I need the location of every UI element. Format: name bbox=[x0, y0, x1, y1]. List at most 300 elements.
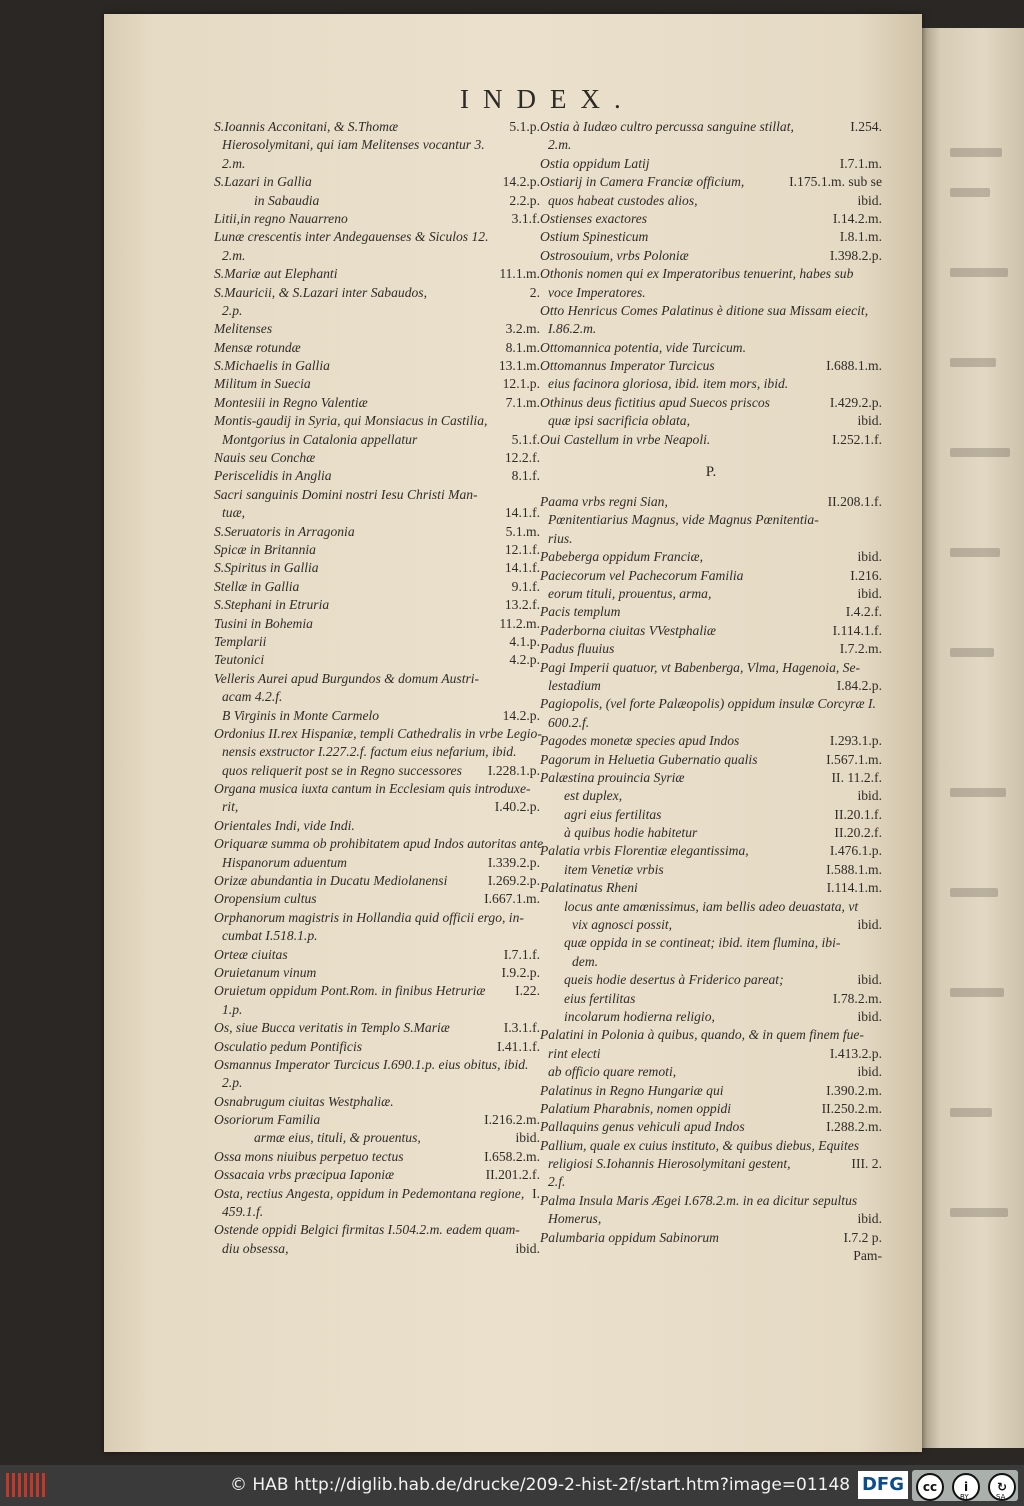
index-entry bbox=[214, 339, 540, 357]
index-entry-reference: I.667.1.m. bbox=[484, 891, 540, 907]
index-entry-reference: I.14.2.m. bbox=[832, 210, 882, 226]
index-entry-text: 2.f. bbox=[548, 1174, 566, 1190]
index-entry-text: Tusini in Bohemia bbox=[214, 615, 313, 631]
index-entry-text: Militum in Suecia bbox=[214, 376, 311, 392]
index-entry-reference: I.216.2.m. bbox=[484, 1112, 540, 1128]
index-entry-reference: I.84.2.p. bbox=[836, 677, 882, 693]
index-entry-text: Hispanorum aduentum bbox=[222, 854, 347, 870]
index-entry-text: Stellæ in Gallia bbox=[214, 578, 300, 594]
index-entry-text: Pagiopolis, (vel forte Palæopolis) oppidum insulæ Corcyræ I. bbox=[540, 696, 876, 712]
index-entry-text: eius facinora gloriosa, ibid. item mors, ibid. bbox=[548, 376, 789, 392]
index-entry-text: locus ante amœnissimus, iam bellis adeo deuastata, vt bbox=[564, 898, 859, 914]
index-entry bbox=[540, 247, 882, 265]
index-entry bbox=[540, 284, 882, 302]
index-entry bbox=[540, 879, 882, 897]
index-entry bbox=[540, 1082, 882, 1100]
index-entry-text: à quibus hodie habitetur bbox=[564, 825, 698, 841]
index-entry bbox=[214, 284, 540, 302]
index-entry bbox=[214, 449, 540, 467]
index-entry-reference: II.208.1.f. bbox=[827, 494, 882, 510]
index-entry-text: Ostia à Iudæo cultro percussa sanguine stillat, bbox=[540, 119, 794, 134]
index-entry-reference: 13.1.m. bbox=[498, 358, 540, 374]
index-entry-text: Osoriorum Familia bbox=[214, 1112, 321, 1128]
index-entry-text: Palumbaria oppidum Sabinorum bbox=[540, 1229, 719, 1245]
index-entry-text: Palæstina prouincia Syriæ bbox=[540, 769, 685, 785]
index-entry-text: Ottomannica potentia, vide Turcicum. bbox=[540, 339, 747, 355]
index-entry-text: S.Mariæ aut Elephanti bbox=[214, 266, 338, 282]
cc-label-sa: SA bbox=[996, 1493, 1006, 1501]
cc-label-by: BY bbox=[960, 1493, 969, 1501]
index-entry-text: Osnabrugum ciuitas Westphaliæ. bbox=[214, 1093, 394, 1109]
index-entry-text: Paciecorum vel Pachecorum Familia bbox=[540, 567, 744, 583]
index-entry-text: quæ oppida in se contineat; ibid. item flumina, ibi- bbox=[564, 935, 841, 951]
index-entry bbox=[540, 530, 882, 548]
index-entry-text: Ostiarij in Camera Franciæ officium, bbox=[540, 174, 745, 190]
index-entry-text: rius. bbox=[548, 530, 573, 546]
index-entry bbox=[214, 946, 540, 964]
index-entry bbox=[540, 320, 882, 338]
index-entry-text: Palma Insula Maris Ægei I.678.2.m. in ea dicitur sepultus bbox=[540, 1192, 858, 1208]
index-entry-reference: 7.1.m. bbox=[505, 394, 540, 410]
index-entry-text: Pagi Imperii quatuor, vt Babenberga, Vlma, Hagenoia, Se- bbox=[540, 659, 861, 675]
page-header: INDEX. bbox=[460, 84, 635, 114]
index-entry bbox=[540, 990, 882, 1008]
index-entry-text: Teutonici bbox=[214, 652, 265, 668]
index-entry bbox=[540, 567, 882, 585]
index-entry bbox=[540, 603, 882, 621]
index-entry-text: Lunæ crescentis inter Andegauenses & Siculos 12. bbox=[214, 229, 489, 245]
index-column-right bbox=[540, 118, 882, 1265]
index-entry-reference: II.201.2.f. bbox=[485, 1167, 540, 1183]
index-entry bbox=[214, 192, 540, 210]
index-entry-text: Paama vrbs regni Sian, bbox=[540, 494, 668, 510]
index-entry bbox=[540, 192, 882, 210]
index-entry-reference: 14.2.p. bbox=[502, 707, 540, 723]
index-entry bbox=[540, 1210, 882, 1228]
index-entry-text: Periscelidis in Anglia bbox=[214, 468, 332, 484]
index-entry-text: Oruietanum vinum bbox=[214, 964, 317, 980]
index-entry-text: 1.p. bbox=[222, 1001, 243, 1017]
index-entry bbox=[214, 431, 540, 449]
adjacent-page-edge bbox=[922, 28, 1024, 1448]
index-entry-text: voce Imperatores. bbox=[548, 284, 646, 300]
index-entry-text: Pabeberga oppidum Franciæ, bbox=[540, 549, 703, 565]
index-entry-reference: I.413.2.p. bbox=[829, 1045, 882, 1061]
index-entry bbox=[540, 118, 882, 136]
index-entry bbox=[540, 265, 882, 283]
index-entry bbox=[214, 173, 540, 191]
index-entry-reference: 9.1.f. bbox=[511, 578, 540, 594]
cc-license-badge[interactable] bbox=[912, 1470, 1018, 1501]
index-entry-reference: 13.2.f. bbox=[504, 597, 540, 613]
index-entry-text: agri eius fertilitas bbox=[564, 806, 662, 822]
index-entry bbox=[214, 1185, 540, 1203]
index-entry-text: Ordonius II.rex Hispaniæ, templi Cathedralis in vrbe Legio- bbox=[214, 725, 542, 741]
index-entry-reference: I.252.1.f. bbox=[832, 431, 882, 447]
index-entry-reference: I.3.1.f. bbox=[503, 1020, 540, 1036]
index-entry-reference: 11.1.m. bbox=[499, 266, 540, 282]
index-entry-reference: II.250.2.m. bbox=[821, 1100, 882, 1116]
index-entry bbox=[540, 493, 882, 511]
index-entry bbox=[214, 1074, 540, 1092]
index-entry-text: Pacis templum bbox=[540, 604, 621, 620]
index-entry bbox=[214, 155, 540, 173]
index-entry bbox=[214, 210, 540, 228]
index-entry-text: Othonis nomen qui ex Imperatoribus tenuerint, habes sub bbox=[540, 266, 854, 282]
index-entry-text: Templarii bbox=[214, 633, 267, 649]
index-entry bbox=[214, 265, 540, 283]
index-entry-text: Palatinus in Regno Hungariæ qui bbox=[540, 1082, 724, 1098]
index-entry-text: Pœnitentiarius Magnus, vide Magnus Pœnitentia- bbox=[548, 512, 819, 528]
index-entry bbox=[540, 228, 882, 246]
index-entry-reference: ibid. bbox=[857, 972, 882, 988]
index-entry bbox=[540, 787, 882, 805]
index-entry bbox=[214, 1019, 540, 1037]
index-entry bbox=[214, 596, 540, 614]
index-entry-reference: 12.2.f. bbox=[504, 450, 540, 466]
index-entry-reference: 2. bbox=[529, 284, 540, 300]
index-entry bbox=[540, 806, 882, 824]
index-entry bbox=[540, 339, 882, 357]
index-entry-text: Nauis seu Conchæ bbox=[214, 450, 316, 466]
index-entry-text: 2.p. bbox=[222, 302, 243, 318]
index-column-left bbox=[214, 118, 544, 1258]
index-entry-reference: I.216. bbox=[850, 567, 882, 583]
index-entry-text: I.86.2.m. bbox=[548, 321, 597, 337]
hab-logo[interactable] bbox=[6, 1473, 46, 1497]
index-entry bbox=[214, 909, 540, 927]
index-entry bbox=[540, 1008, 882, 1026]
index-entry bbox=[540, 861, 882, 879]
index-entry bbox=[540, 953, 882, 971]
index-entry-text: cumbat I.518.1.p. bbox=[222, 928, 318, 944]
index-entry bbox=[540, 1137, 882, 1155]
index-entry-reference: I.228.1.p. bbox=[487, 762, 540, 778]
index-entry-reference: 14.1.f. bbox=[504, 560, 540, 576]
index-entry bbox=[214, 1240, 540, 1258]
index-entry-reference: 2.2.p. bbox=[509, 192, 540, 208]
index-entry bbox=[214, 725, 540, 743]
index-entry-reference: ibid. bbox=[515, 1240, 540, 1256]
index-entry bbox=[540, 173, 882, 191]
index-entry-text: Oriquaræ summa ob prohibitatem apud Indos autoritas ante bbox=[214, 836, 544, 852]
index-entry-reference: I.398.2.p. bbox=[829, 247, 882, 263]
index-entry bbox=[214, 118, 540, 136]
index-entry bbox=[540, 155, 882, 173]
index-entry-text: Pallium, quale ex cuius instituto, & quibus diebus, Equites bbox=[540, 1137, 860, 1153]
index-entry-reference: 3.1.f. bbox=[511, 210, 540, 226]
index-entry-text: incolarum hodierna religio, bbox=[564, 1008, 715, 1024]
index-entry-reference: ibid. bbox=[857, 788, 882, 804]
index-entry-text: Ossa mons niuibus perpetuo tectus bbox=[214, 1148, 404, 1164]
index-entry-text: Ostienses exactores bbox=[540, 210, 648, 226]
index-entry-text: Palatia vrbis Florentiæ elegantissima, bbox=[540, 843, 749, 859]
index-entry-text: Palatini in Polonia à quibus, quando, & in quem finem fue- bbox=[540, 1027, 864, 1043]
index-entry bbox=[540, 842, 882, 860]
index-entry bbox=[540, 824, 882, 842]
index-entry-reference: I.78.2.m. bbox=[832, 990, 882, 1006]
index-entry-text: armæ eius, tituli, & prouentus, bbox=[254, 1130, 421, 1146]
index-entry bbox=[540, 431, 882, 449]
index-entry bbox=[214, 651, 540, 669]
index-entry bbox=[540, 916, 882, 934]
index-entry-text: Palatium Pharabnis, nomen oppidi bbox=[540, 1100, 732, 1116]
index-entry-reference: I.7.1.f. bbox=[503, 946, 540, 962]
index-entry bbox=[214, 136, 540, 154]
index-entry bbox=[214, 247, 540, 265]
index-entry-text: Pagodes monetæ species apud Indos bbox=[540, 733, 740, 749]
index-entry-reference: I.588.1.m. bbox=[826, 861, 882, 877]
index-entry-text: S.Mauricii, & S.Lazari inter Sabaudos, bbox=[214, 284, 427, 300]
index-entry-text: rint electi bbox=[548, 1045, 601, 1061]
index-entry bbox=[540, 695, 882, 713]
index-entry-reference: ibid. bbox=[515, 1130, 540, 1146]
index-entry-text: Litii,in regno Nauarreno bbox=[214, 210, 348, 226]
index-entry-reference: 8.1.m. bbox=[505, 339, 540, 355]
index-entry bbox=[540, 1247, 882, 1265]
index-entry bbox=[540, 640, 882, 658]
index-entry bbox=[214, 927, 540, 945]
index-entry-text: Mensæ rotundæ bbox=[214, 339, 301, 355]
index-entry bbox=[214, 523, 540, 541]
index-entry-reference: 4.2.p. bbox=[509, 652, 540, 668]
index-entry bbox=[540, 898, 882, 916]
index-entry-text: Sacri sanguinis Domini nostri Iesu Christi Man- bbox=[214, 486, 478, 502]
index-entry bbox=[214, 1001, 540, 1019]
index-entry-text: dem. bbox=[572, 953, 599, 969]
index-entry-text: rit, bbox=[222, 799, 239, 815]
index-entry bbox=[214, 486, 540, 504]
index-entry-text: Paderborna ciuitas VVestphaliæ bbox=[540, 622, 716, 638]
index-entry-text: Melitenses bbox=[214, 321, 273, 337]
index-entry-reference: I.41.1.f. bbox=[496, 1038, 540, 1054]
index-entry-text: S.Seruatoris in Arragonia bbox=[214, 523, 355, 539]
index-entry-text: 2.p. bbox=[222, 1075, 243, 1091]
index-entry bbox=[214, 357, 540, 375]
index-entry bbox=[540, 375, 882, 393]
index-entry-text: 459.1.f. bbox=[222, 1204, 264, 1220]
index-entry-text: S.Spiritus in Gallia bbox=[214, 560, 319, 576]
index-entry bbox=[214, 412, 540, 430]
index-entry-reference: ibid. bbox=[857, 1008, 882, 1024]
index-entry bbox=[214, 890, 540, 908]
index-entry-reference: ibid. bbox=[857, 192, 882, 208]
index-entry-text: Pallaquins genus vehiculi apud Indos bbox=[540, 1119, 745, 1135]
index-entry bbox=[540, 548, 882, 566]
index-entry bbox=[540, 511, 882, 529]
index-entry-reference: 11.2.m. bbox=[499, 615, 540, 631]
index-entry-text: Montis-gaudij in Syria, qui Monsiacus in Castilia, bbox=[214, 413, 488, 429]
index-entry-text: Orteæ ciuitas bbox=[214, 946, 288, 962]
index-entry-text: quos reliquerit post se in Regno successores bbox=[222, 762, 462, 778]
index-entry bbox=[540, 357, 882, 375]
index-entry-text: Homerus, bbox=[548, 1211, 602, 1227]
index-entry-text: Orphanorum magistris in Hollandia quid officii ergo, in- bbox=[214, 909, 524, 925]
index-entry bbox=[214, 1203, 540, 1221]
index-entry bbox=[540, 394, 882, 412]
index-entry bbox=[214, 1056, 540, 1074]
index-entry-reference: 5.1.p. bbox=[509, 119, 540, 134]
index-entry-reference: I.7.2.m. bbox=[839, 641, 882, 657]
section-letter: P. bbox=[705, 464, 717, 481]
index-entry bbox=[540, 622, 882, 640]
index-entry-text: Palatinatus Rheni bbox=[540, 880, 638, 896]
index-entry bbox=[214, 688, 540, 706]
index-entry bbox=[540, 1173, 882, 1191]
index-entry-reference: I.293.1.p. bbox=[829, 733, 882, 749]
index-entry bbox=[214, 615, 540, 633]
index-entry-text: acam 4.2.f. bbox=[222, 689, 283, 705]
index-entry bbox=[214, 1148, 540, 1166]
index-entry-reference: 14.1.f. bbox=[504, 505, 540, 521]
index-entry bbox=[540, 1229, 882, 1247]
index-entry bbox=[214, 1111, 540, 1129]
index-entry-text: Oruietum oppidum Pont.Rom. in finibus Hetruriæ bbox=[214, 983, 486, 999]
index-entry bbox=[540, 971, 882, 989]
index-entry-text: in Sabaudia bbox=[254, 192, 320, 208]
index-entry bbox=[214, 964, 540, 982]
index-entry-text: Osculatio pedum Pontificis bbox=[214, 1038, 363, 1054]
index-entry-text: Hierosolymitani, qui iam Melitenses vocantur 3. bbox=[222, 137, 485, 153]
index-entry bbox=[540, 136, 882, 154]
index-entry-text: vix agnosci possit, bbox=[572, 917, 673, 933]
sa-icon: ↻ bbox=[988, 1473, 1016, 1501]
index-entry-reference: ibid. bbox=[857, 1064, 882, 1080]
index-entry bbox=[540, 677, 882, 695]
index-entry-reference: 12.1.p. bbox=[502, 376, 540, 392]
index-entry-text: Spicæ in Britannia bbox=[214, 541, 316, 557]
index-entry-text: Ossacaia vrbs præcipua Iaponiæ bbox=[214, 1167, 395, 1183]
index-entry bbox=[214, 320, 540, 338]
index-entry-reference: ibid. bbox=[857, 413, 882, 429]
index-entry-reference: I.9.2.p. bbox=[501, 964, 540, 980]
index-entry-text: Othinus deus fictitius apud Suecos priscos bbox=[540, 394, 770, 410]
index-entry bbox=[540, 1192, 882, 1210]
index-entry-reference: I.175.1.m. sub se bbox=[789, 174, 882, 190]
index-entry-reference: 5.1.f. bbox=[511, 431, 540, 447]
index-entry bbox=[214, 504, 540, 522]
index-entry-reference: I.114.1.f. bbox=[832, 622, 882, 638]
index-entry bbox=[540, 585, 882, 603]
index-entry-text: Organa musica iuxta cantum in Ecclesiam quis introduxe- bbox=[214, 781, 531, 797]
index-entry-reference: I. bbox=[532, 1185, 540, 1201]
index-entry-text: 2.m. bbox=[548, 137, 572, 153]
index-entry-reference: I.8.1.m. bbox=[839, 229, 882, 245]
cc-icon: cc bbox=[916, 1473, 944, 1501]
index-entry-text: S.Ioannis Acconitani, & S.Thomæ bbox=[214, 119, 399, 134]
index-entry-reference: I.288.2.m. bbox=[826, 1119, 882, 1135]
dfg-logo[interactable]: DFG bbox=[858, 1471, 908, 1499]
index-entry bbox=[214, 762, 540, 780]
index-entry-reference: 12.1.f. bbox=[504, 541, 540, 557]
index-entry-reference: ibid. bbox=[857, 917, 882, 933]
index-entry-text: S.Stephani in Etruria bbox=[214, 597, 330, 613]
index-entry-reference: 5.1.m. bbox=[505, 523, 540, 539]
index-entry bbox=[540, 732, 882, 750]
index-entry-text: Orientales Indi, vide Indi. bbox=[214, 817, 355, 833]
index-entry-text: ab officio quare remoti, bbox=[548, 1064, 677, 1080]
index-entry bbox=[540, 412, 882, 430]
index-entry-text: Ottomannus Imperator Turcicus bbox=[540, 358, 715, 374]
index-entry bbox=[214, 817, 540, 835]
index-entry-text: Osta, rectius Angesta, oppidum in Pedemontana regione, bbox=[214, 1185, 525, 1201]
index-entry-reference: I.7.1.m. bbox=[839, 155, 882, 171]
index-entry-text: Ostende oppidi Belgici firmitas I.504.2.m. eadem quam- bbox=[214, 1222, 520, 1238]
index-entry-reference: I.688.1.m. bbox=[826, 358, 882, 374]
index-entry-text: Velleris Aurei apud Burgundos & domum Austri- bbox=[214, 670, 480, 686]
index-entry bbox=[540, 1155, 882, 1173]
index-entry bbox=[540, 1026, 882, 1044]
index-entry-text: tuæ, bbox=[222, 505, 246, 521]
index-entry-text: B Virginis in Monte Carmelo bbox=[222, 707, 380, 723]
index-entry bbox=[214, 228, 540, 246]
by-icon: i bbox=[952, 1473, 980, 1501]
index-entry-text: Ostia oppidum Latij bbox=[540, 155, 650, 171]
copyright-url[interactable]: © HAB http://diglib.hab.de/drucke/209-2-hist-2f/start.htm?image=01148 bbox=[230, 1475, 851, 1495]
index-entry bbox=[540, 1118, 882, 1136]
index-entry-reference: I.7.2 p. bbox=[843, 1229, 882, 1245]
index-entry-reference: ibid. bbox=[857, 549, 882, 565]
index-entry-text: Os, siue Bucca veritatis in Templo S.Mariæ bbox=[214, 1020, 450, 1036]
index-entry-reference: I.339.2.p. bbox=[487, 854, 540, 870]
index-entry-reference: I.4.2.f. bbox=[845, 604, 882, 620]
index-entry bbox=[540, 1100, 882, 1118]
index-entry-reference: 14.2.p. bbox=[502, 174, 540, 190]
index-entry-text: Oropensium cultus bbox=[214, 891, 317, 907]
index-entry bbox=[540, 769, 882, 787]
index-entry bbox=[540, 1063, 882, 1081]
index-entry bbox=[540, 934, 882, 952]
index-entry-text: Padus fluuius bbox=[540, 641, 615, 657]
index-entry bbox=[214, 872, 540, 890]
index-entry bbox=[540, 751, 882, 769]
index-entry-reference: Pam- bbox=[853, 1248, 882, 1264]
index-entry-reference: 4.1.p. bbox=[509, 633, 540, 649]
index-entry-text: diu obsessa, bbox=[222, 1240, 289, 1256]
index-entry bbox=[214, 394, 540, 412]
index-entry-text: S.Lazari in Gallia bbox=[214, 174, 312, 190]
index-entry-text: Pagorum in Heluetia Gubernatio qualis bbox=[540, 751, 758, 767]
index-entry-reference: I.390.2.m. bbox=[826, 1082, 882, 1098]
index-entry bbox=[214, 1221, 540, 1239]
index-entry-text: est duplex, bbox=[564, 788, 623, 804]
index-entry bbox=[214, 707, 540, 725]
index-entry-reference: 8.1.f. bbox=[511, 468, 540, 484]
index-entry-text: item Venetiæ vrbis bbox=[564, 861, 664, 877]
index-entry-text: Ostrosouium, vrbs Poloniæ bbox=[540, 247, 689, 263]
index-entry-text: Montgorius in Catalonia appellatur bbox=[222, 431, 418, 447]
index-entry-reference: I.658.2.m. bbox=[484, 1148, 540, 1164]
index-entry bbox=[214, 1166, 540, 1184]
index-entry bbox=[214, 302, 540, 320]
index-entry-reference: I.567.1.m. bbox=[826, 751, 882, 767]
index-entry-text: eius fertilitas bbox=[564, 990, 636, 1006]
index-entry-text: Osmannus Imperator Turcicus I.690.1.p. eius obitus, ibid. bbox=[214, 1056, 529, 1072]
index-entry-reference: I.254. bbox=[850, 119, 882, 134]
index-entry-reference: 3.2.m. bbox=[505, 321, 540, 337]
index-entry-text: Orizæ abundantia in Ducatu Mediolanensi bbox=[214, 873, 448, 889]
index-entry-reference: I.476.1.p. bbox=[829, 843, 882, 859]
index-entry-text: Oui Castellum in vrbe Neapoli. bbox=[540, 431, 711, 447]
index-entry-text: quæ ipsi sacrificia oblata, bbox=[548, 413, 690, 429]
viewer-footer bbox=[0, 1465, 1024, 1506]
index-entry bbox=[540, 210, 882, 228]
index-entry bbox=[214, 467, 540, 485]
index-entry bbox=[214, 835, 544, 853]
index-entry-reference: II.20.1.f. bbox=[834, 806, 882, 822]
index-entry bbox=[214, 670, 540, 688]
index-entry-reference: III. 2. bbox=[851, 1156, 882, 1172]
